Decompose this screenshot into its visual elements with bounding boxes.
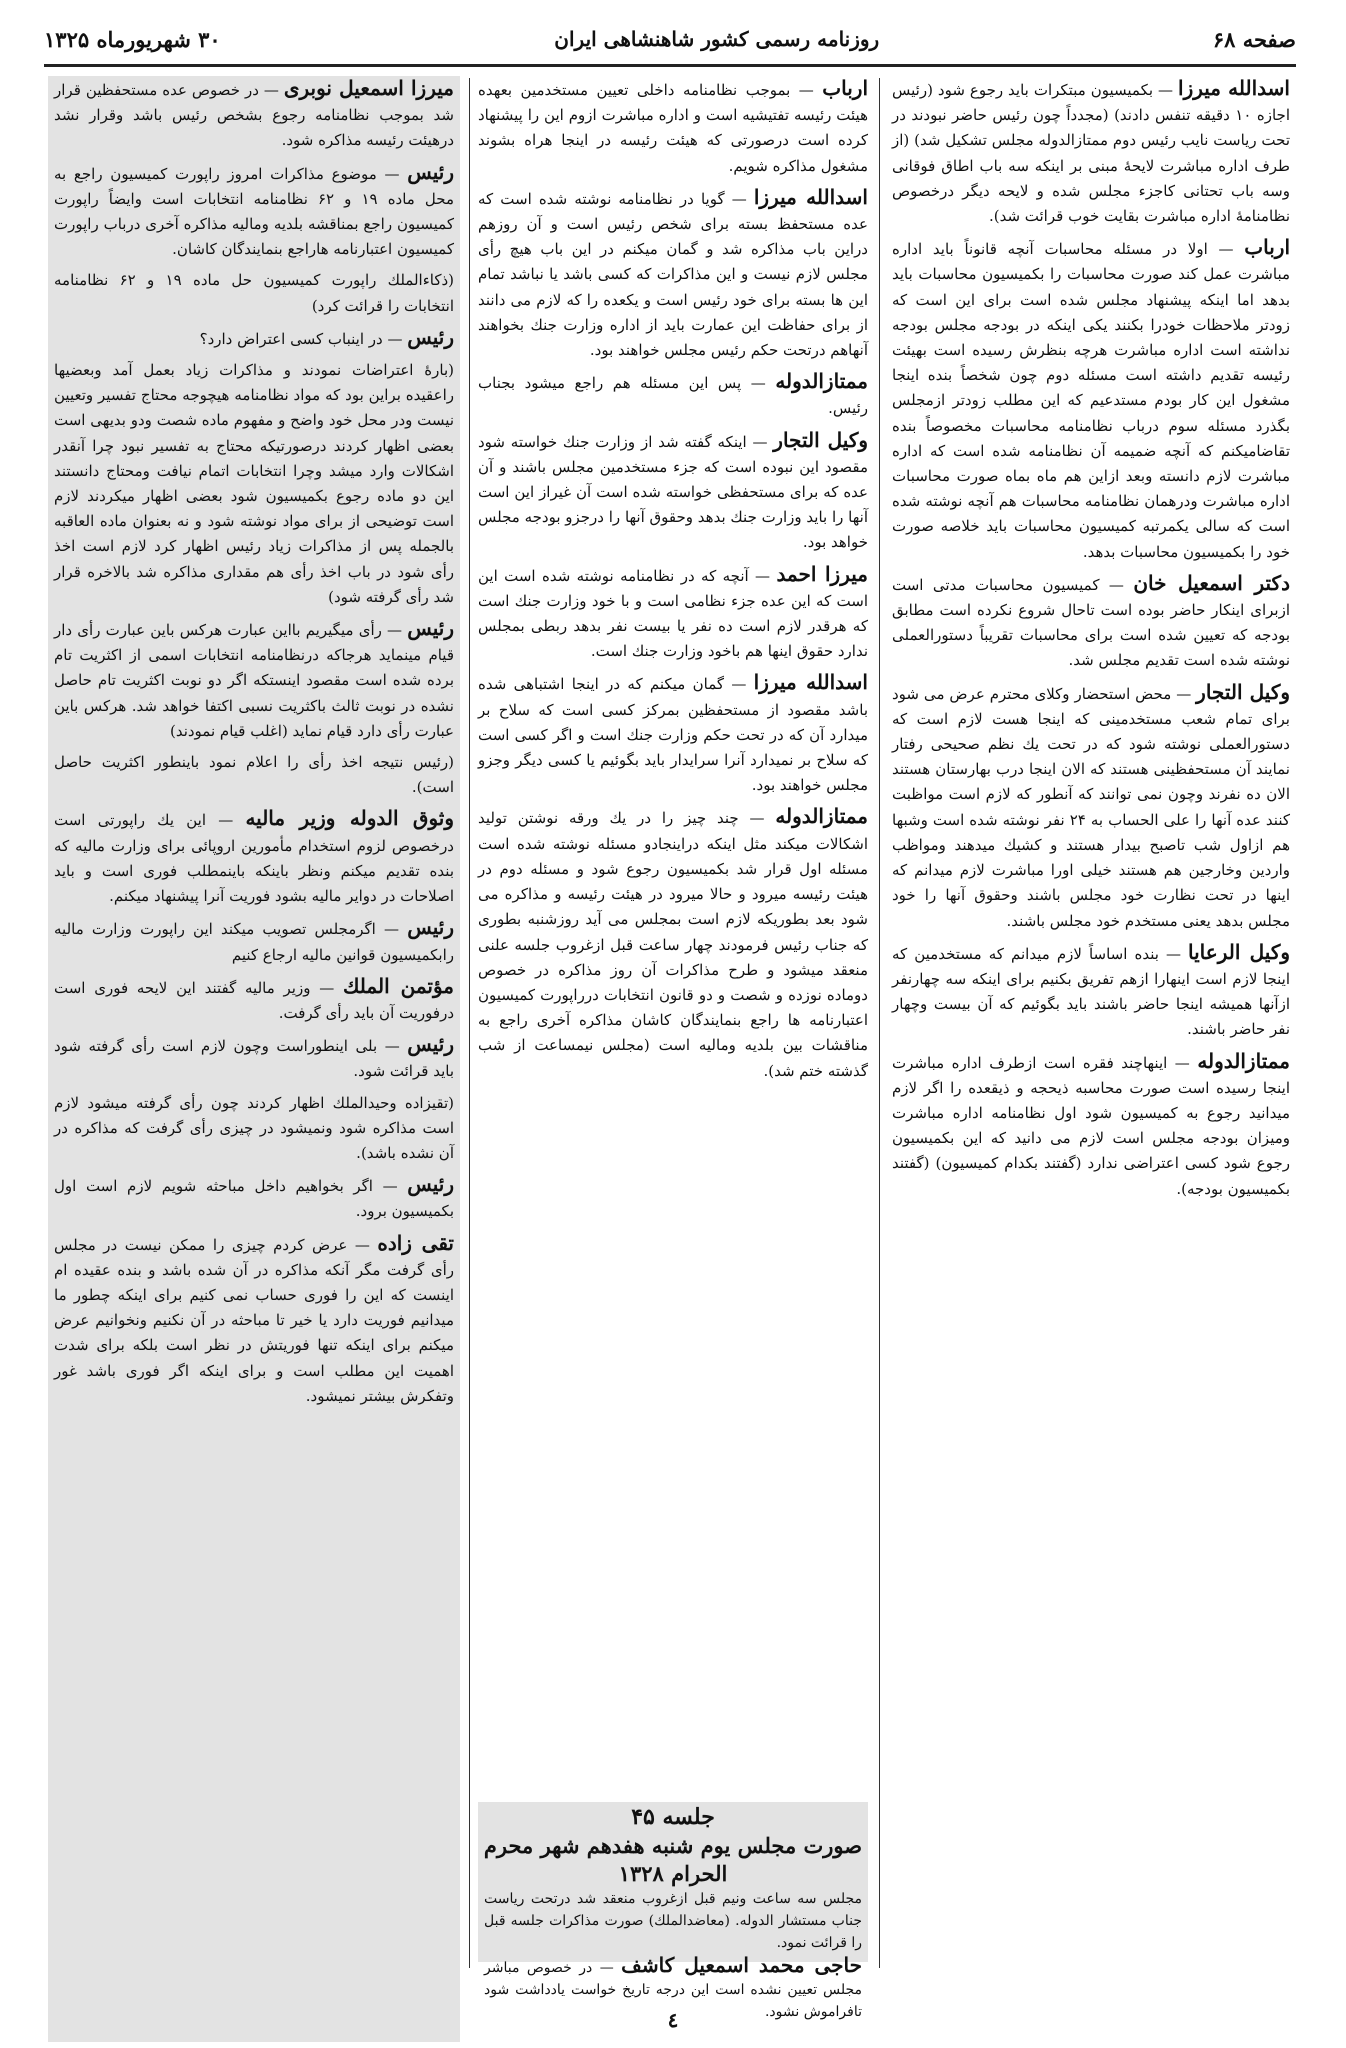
speaker-name: رئیس — [407, 915, 454, 940]
paragraph — [54, 1231, 454, 1409]
column-middle — [478, 76, 868, 1788]
page-label: صفحه ۶۸ — [1212, 26, 1296, 52]
paragraph — [892, 235, 1290, 565]
session-title: جلسه ۴۵ — [631, 1804, 715, 1830]
speech-text: (بارهٔ اعتراضات نمودند و مذاکرات زیاد بعمل آمد وبعضیها راعقیده براین بود که مواد نظامنامه هیچوجه محتاج تفسیر وتعیین نیست ودر محل خود واضح و مفهوم ماده شصت ودو بدیهی است بعضی اظهار کردند درصورتیکه محتاج به تفسیر نبود چرا آنقدر اشکالات وارد میشد وچرا انتخابات اتمام نیافت ومحتاج دانستند این دو ماده رجوع بکمیسیون شود بعضی اظهار میکردند لازم است توضیحی از برای مواد نوشته شود و نه بعنوان ماده العاقبه بالجمله پس از مذاکرات زیاد رئیس اظهار کرد لازم است اخذ رأی شود در باب اخذ رأی هم مقداری مذاکره شد بالاخره قرار شد رأی گرفته شود) — [54, 361, 454, 606]
speech-text: — اگر بخواهیم داخل مباحثه شویم لازم است اول بکمیسیون برود. — [54, 1177, 454, 1221]
speaker-name: رئیس — [407, 1032, 454, 1057]
issue-date: ۳۰ شهریورماه ۱۳۲۵ — [44, 26, 221, 52]
paragraph — [54, 1091, 454, 1167]
speech-text: — محض استحضار وکلای محترم عرض می شود برای تمام شعب مستخدمینی که اینجا هست لازم است که دستورالعملی نوشته شود که در تحت یك نظم صحیحی رفتار نمایند آن مستحفظینی هستند که الان اینجا درب بهارستان هستند الان ده نفرند وچون نمی توانند که آنطور که لازم است مواظبت کنند عده آنها را علی الحساب به ۲۴ نفر نوشته شده است وشبها هم ازاول شب تاصبح بیدار هستند و کشیك میدهند ومواظب واردین وخارجین هم هستند خیلی اورا مباشرت لازم میدانم که اینها در تحت نظارت خود مجلس باشند وحقوق آنها را خود مجلس بدهد یعنی مستخدم خود مجلس باشند. — [892, 684, 1290, 930]
speaker-name: وکیل التجار — [773, 427, 868, 452]
speaker-name: رئیس — [407, 1172, 454, 1197]
speaker-name: حاجی محمد اسمعیل کاشف — [621, 1953, 862, 1977]
newspaper-title: روزنامه رسمی کشور شاهنشاهی ایران — [554, 27, 880, 51]
speech-text: — در اینباب کسی اعتراض دارد؟ — [199, 329, 408, 348]
speaker-name: ارباب — [822, 76, 868, 100]
paragraph — [478, 670, 868, 798]
speaker-name: اسدالله میرزا — [753, 670, 868, 695]
speech-text: — این یك راپورتی است درخصوص لزوم استخدام مأمورین اروپائی برای وزارت مالیه که بنده تقدیم میکنم ونظر باینکه باینمطلب فوری است و باید اصلاحات در دوایر مالیه بشود فوریت آنرا پیشنهاد میکنم. — [54, 811, 454, 906]
speech-text: (ذکاءالملك راپورت کمیسیون حل ماده ۱۹ و ۶۲ نظامنامه انتخابات را قرائت کرد) — [54, 271, 454, 315]
speaker-name: تقی زاده — [377, 1230, 454, 1255]
speech-text: — بلی اینطوراست وچون لازم است رأی گرفته شود باید قرائت شود. — [54, 1037, 454, 1081]
speech-text: — اینکه گفته شد از وزارت جنك خواسته شود مقصود این نبوده است که جزء مستخدمین مجلس باشند و آن عده که برای مستحفظی خواسته شده است آن غیراز این است آنها را باید وزارت جنك بدهد وحقوق آنها را درجزو بودجه مجلس خواهد بود. — [478, 432, 868, 552]
paragraph — [892, 76, 1290, 229]
session-opening-text: مجلس سه ساعت ونیم قبل ازغروب منعقد شد درتحت ریاست جناب مستشار الدوله. (معاضدالملك) صورت مذاکرات جلسه قبل را قرائت نمود. — [484, 1891, 862, 1951]
speech-text: — در خصوص مباشر مجلس تعیین نشده است این درجه تاریخ خواست یادداشت شود تافراموش نشود. — [484, 1960, 862, 2020]
speech-text: — آنچه که در نظامنامه نوشته شده است این است که این عده جزء نظامی است و با خود وزارت جنك است که هرقدر لازم است ده نفر یا بیست نفر بدهد ربطی بمجلس ندارد حقوق اینها هم باخود وزارت جنك است. — [478, 566, 868, 661]
session-header-box — [478, 1802, 868, 2020]
speaker-name: اسدالله میرزا — [753, 184, 868, 209]
speaker-name: ارباب — [1244, 235, 1290, 260]
speaker-name: وثوق الدوله وزیر مالیه — [245, 806, 454, 831]
speaker-name: ممتازالدوله — [1197, 1048, 1290, 1073]
speech-text: — وزیر مالیه گفتند این لایحه فوری است درفوریت آن باید رأی گرفت. — [54, 978, 454, 1022]
speech-text: — پس این مسئله هم راجع میشود بجناب رئیس. — [478, 374, 868, 418]
speaker-name: وکیل التجار — [1196, 679, 1290, 704]
paragraph — [478, 369, 868, 421]
speech-text: — بموجب نظامنامه داخلی تعیین مستخدمین بعهده هیئت رئیسه تفتیشیه است و اداره مباشرت ازوم این را پیشنهاد کرده است درصورتی که هیئت رئیسه در اینجا هراه بشوند مشغول مذاکره شویم. — [478, 81, 868, 175]
speech-text: — بکمیسیون مبتکرات باید رجوع شود (رئیس اجازه ۱۰ دقیقه تنفس دادند) (مجدداً چون رئیس حاضر نبودند در تحت ریاست نایب رئیس دوم ممتازالدوله مجلس تشکیل شد) (از طرف اداره مباشرت لایحهٔ مبنی بر اینکه سه باب اطاق فوقانی وسه باب تحتانی کاجزء مجلس شده و لایحه دیگر درخصوص نظامنامهٔ اداره مباشرت بقایت خوب قرائت شد). — [892, 81, 1290, 226]
paragraph — [54, 268, 454, 318]
paragraph — [54, 1032, 454, 1084]
column-divider — [469, 78, 470, 1968]
speaker-name: رئیس — [407, 324, 454, 349]
speech-text: — عرض کردم چیزی را ممکن نیست در مجلس رأی گرفت مگر آنکه مذاکره در آن شده باشد و بنده عقیده ام اینست که این را فوری حساب نمی کنیم برای اینکه چطور ما میدانیم فوریت دارد یا خیر تا مباحثه در آن نکنیم ونخوانیم عرض میکنم برای اینکه تنها فوریتش در نظر است بلکه برای شدت اهمیت این مطلب است و برای اینکه اگر فوری باشد غور وتفکرش بیشتر نمیشود. — [54, 1235, 454, 1405]
session-subtitle: صورت مجلس یوم شنبه هفدهم شهر محرم الحرام ۱۳۲۸ — [483, 1833, 863, 1886]
speech-text: (تقیزاده وحیدالملك اظهار کردند چون رأی گرفته میشود لازم است مذاکره شود ونمیشود در چیزی رأی گرفت که مذاکره در آن نشده باشد). — [54, 1093, 454, 1162]
speaker-name: مؤتمن الملك — [342, 973, 454, 998]
speech-text: — اولا در مسئله محاسبات آنچه قانوناً باید اداره مباشرت عمل کند صورت محاسبات را بکمیسیون محاسبات باید بدهد اما اینکه پیشنهاد مجلس شده است برای این است که زودتر ملاحظات خودرا بکنند یکی اینکه در بودجه مجلس بودجه نداشته است اداره مباشرت هرچه بنظرش رسیده است بهیئت رئیسه تقدیم داشته است مسئله دوم چون شخصاً بنده اینجا مشغول این کار بودم مستدعیم که این مطلب زودتر ازمجلس بگذرد مسئله سوم درباب نظامنامه محاسبات مخصوصاً بنده تقاضامیکنم که آنچه ضمیمه آن نظامنامه شده است که اداره مباشرت لازم دانسته وبعد ازاین هم ماه بماه صورت محاسبات اداره مباشرت ودرهمان نظامنامه محاسبات هم آنچه نوشته شده است که سالی یکمرتبه کمیسیون محاسبات باید خلاصه صورت خود را بکمیسیون محاسبات بدهد. — [892, 240, 1290, 561]
speaker-name: ممتازالدوله — [775, 369, 868, 394]
speaker-name: میرزا اسمعیل نوبری — [283, 76, 454, 100]
paragraph — [54, 750, 454, 800]
speech-text: — گمان میکنم که در اینجا اشتباهی شده باشد مقصود از مستحفظین بمرکز کسی است که سلاح بر میدارد آن که در تحت حکم وزارت جنك است و اگر کسی است که سلاح بر نمیدارد آنرا سرایدار باید بگوئیم یا کسی دیگر وجزو مجلس خواهند بود. — [478, 675, 868, 795]
speech-text: — کمیسیون محاسبات مدتی است ازبرای اینکار حاضر بوده است تاحال شروع نکرده است مطابق بودجه که تعیین شده است برای محاسبات تقریباً دستورالعملی نوشته شده است تقدیم مجلس شد. — [892, 575, 1290, 670]
paragraph — [478, 428, 868, 556]
column-right — [892, 76, 1290, 1536]
speaker-name: رئیس — [407, 616, 454, 641]
paragraph — [54, 1172, 454, 1224]
paragraph — [54, 325, 454, 352]
paragraph — [54, 160, 454, 263]
paragraph — [892, 571, 1290, 674]
paragraph — [892, 1049, 1290, 1202]
paragraph — [478, 562, 868, 665]
paragraph — [478, 804, 868, 1083]
paragraph — [478, 185, 868, 363]
speech-text: (رئیس نتیجه اخذ رأی را اعلام نمود باینطور اکثریت حاصل است). — [54, 753, 454, 797]
paragraph — [54, 358, 454, 610]
column-divider — [879, 78, 880, 1968]
page-number: ٤ — [667, 2008, 679, 2032]
paragraph — [892, 680, 1290, 934]
speaker-name: دکتر اسمعیل خان — [1133, 570, 1290, 595]
speech-text: — موضوع مذاکرات امروز راپورت کمیسیون راجع به محل ماده ۱۹ و ۶۲ نظامنامه انتخابات است وایضاً راپورت کمیسیون راجع بمناقشه بلدیه ومالیه مذاکره آخری درباب راپورت کمیسیون اعتبارنامه هاراجع بنمایندگان کاشان. — [54, 164, 454, 259]
paragraph — [54, 806, 454, 909]
speaker-name: ممتازالدوله — [775, 804, 868, 829]
page-header — [44, 14, 1296, 67]
paragraph — [54, 915, 454, 967]
speech-text: — بنده اساساً لازم میدانم که مستخدمین که اینجا لازم است اینهارا ازهم تفریق بکنیم برای اینکه سه چهارنفر ازآنها همیشه اینجا حاضر باشند باید بگوئیم که آن بیست وچهار نفر حاضر باشند. — [892, 944, 1290, 1039]
paragraph — [54, 974, 454, 1026]
speech-text: — رأی میگیریم بااین عبارت هرکس باین عبارت رأی دار قیام مینماید هرجاکه درنظامنامه انتخابات اسمی از اکثریت تام برده شده است مقصود اینستکه اگر دو نوبت اکثریت تام حاصل نشده در نوبت ثالث باکثریت نسبی اکتفا خواهد شد. هرکس باین عبارت رأی دارد قیام نماید (اغلب قیام نمودند) — [54, 621, 454, 740]
speaker-name: میرزا احمد — [776, 561, 868, 586]
session-intro — [478, 1888, 868, 2023]
column-left — [48, 76, 460, 2042]
speech-text: — اینهاچند فقره است ازطرف اداره مباشرت اینجا رسیده است صورت محاسبه ذیحجه و ذیقعده را اگر لازم میدانید رجوع به کمیسیون شود اول نظامنامه اداره مباشرت ومیزان بودجه مجلس است لازم می دانید که این بکمیسیون رجوع شود کسی اعتراضی ندارد (گفتند بکدام کمیسیون) (گفتند بکمیسیون بودجه). — [892, 1053, 1290, 1198]
speech-text: — چند چیز را در یك ورقه نوشتن تولید اشکالات میکند مثل اینکه دراینجادو مسئله نوشته شده است مسئله اول قرار شد بکمیسیون رجوع شود و مسئله دوم در هیئت رئیسه میرود و حالا میرود در هیئت رئیسه و مذاکره می شود بعد بطوریکه لازم است بمجلس می آید روزشنبه بطوری که جناب رئیس فرمودند چهار ساعت قبل ازغروب جلسه علنی منعقد میشود و طرح مذاکرات آن روز مذاکره در خصوص دوماده نوزده و شصت و دو قانون انتخابات درراپورت کمیسیون اعتبارنامه ها راجع بنمایندگان کاشان مذاکره آخری راجع به مناقشات بین بلدیه ومالیه است (مجلس نیمساعت از شب گذشته ختم شد). — [478, 809, 868, 1080]
paragraph — [54, 616, 454, 744]
speech-text: — اگرمجلس تصویب میکند این راپورت وزارت مالیه رابکمیسیون قوانین مالیه ارجاع کنیم — [54, 920, 454, 964]
paragraph — [892, 940, 1290, 1043]
speaker-name: وکیل الرعایا — [1188, 939, 1290, 964]
speech-text: — گویا در نظامنامه نوشته شده است که عده مستحفظ بسته برای شخص رئیس است و آن روزهم دراین باب مذاکره شد و گمان میکنم در این باب هیچ رأی مجلس لازم نیست و این مذاکرات که کسی باشد یا نباشد تمام این ها بسته برای خود رئیس است و یکعده را که لازم می دانند از برای حفاظت این عمارت باید از اداره وزارت جنك بخواهند آنهاهم درتحت حکم رئیس مجلس خواهند بود. — [478, 189, 868, 360]
speaker-name: رئیس — [407, 159, 454, 184]
paragraph — [478, 76, 868, 179]
paragraph — [54, 76, 454, 154]
speech-text: — در خصوص عده مستحفظین قرار شد بموجب نظامنامه رجوع بشخص رئیس باشد وقرار نشد درهیئت رئیسه مذاکره شود. — [54, 81, 454, 150]
speaker-name: اسدالله میرزا — [1178, 76, 1290, 100]
